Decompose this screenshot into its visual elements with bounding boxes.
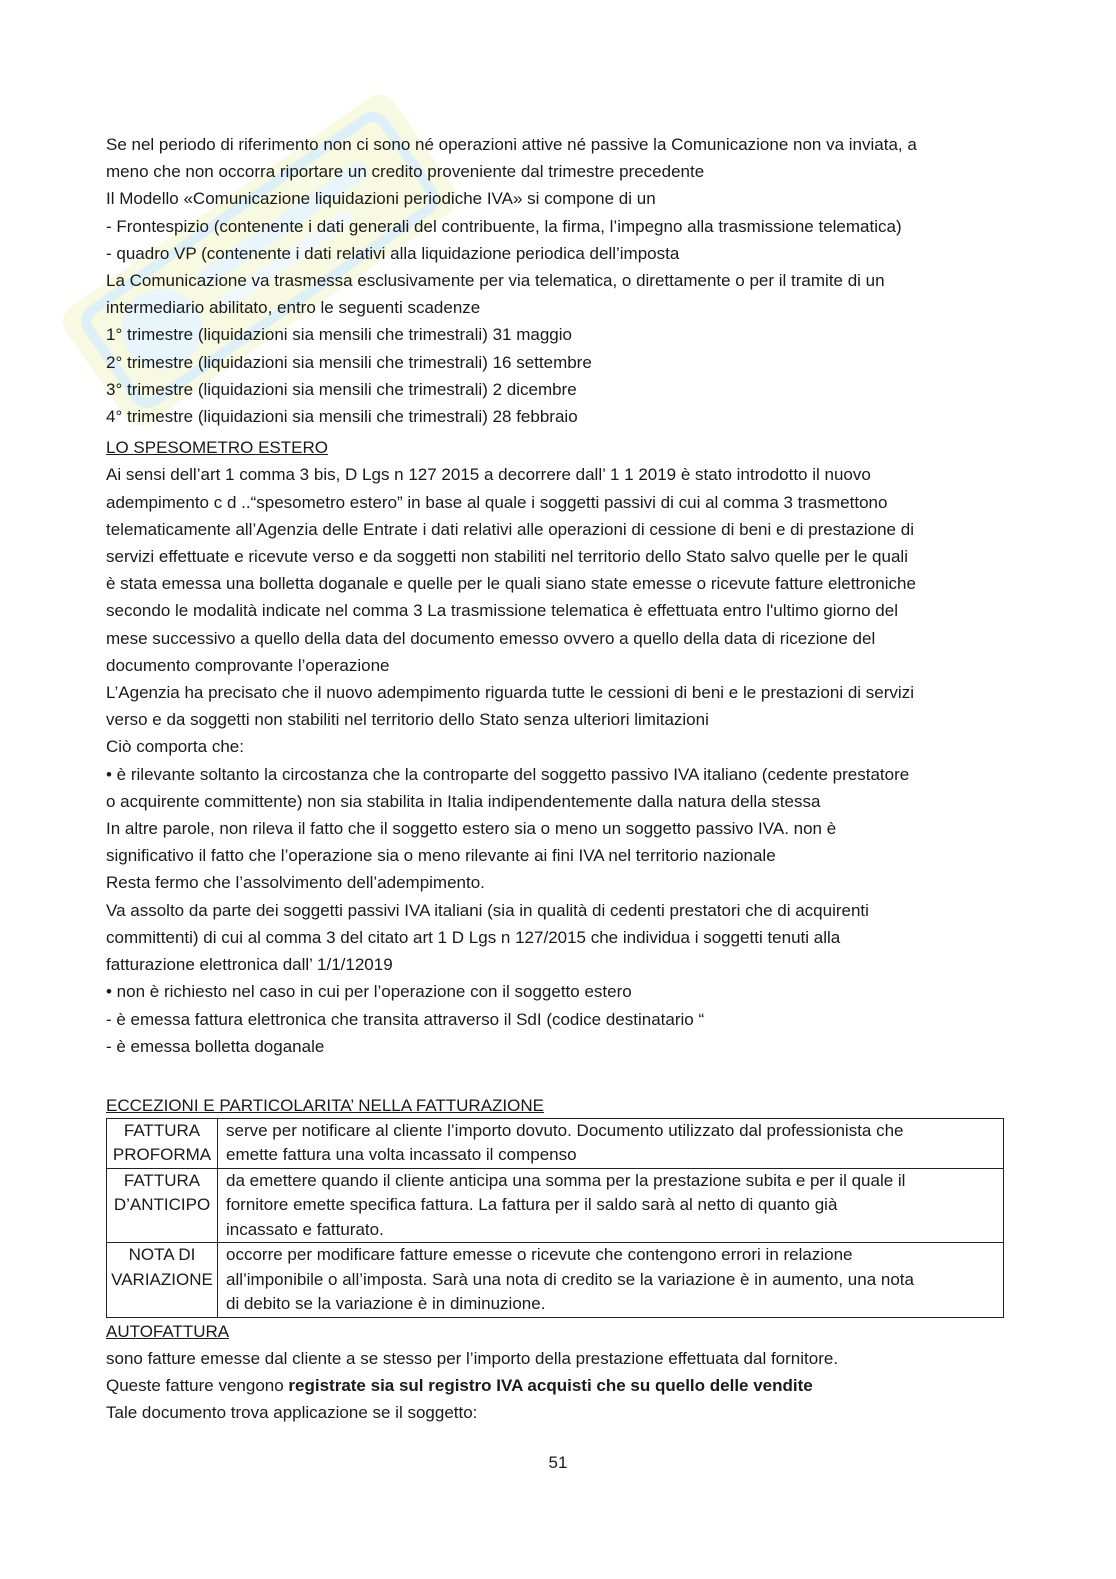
text-line: - è emessa fattura elettronica che transita attraverso il SdI (codice destinatario “ — [106, 1009, 705, 1029]
text-line: 1° trimestre (liquidazioni sia mensili che trimestrali) 31 maggio — [106, 325, 572, 345]
table-cell-description: occorre per modificare fatture emesse o ricevute che contengono errori in relazione all’imponibile o all’imposta. Sarà una nota di credito se la variazione è in aumento, una nota di debito se la variazione è in diminuzione. — [218, 1243, 1004, 1318]
text-line: Il Modello «Comunicazione liquidazioni periodiche IVA» si compone di un — [106, 189, 656, 209]
text-line: Tale documento trova applicazione se il soggetto: — [106, 1403, 478, 1423]
intro-block — [106, 131, 1006, 430]
text-line: verso e da soggetti non stabiliti nel territorio dello Stato senza ulteriori limitazioni — [106, 710, 709, 730]
text-line: telematicamente all’Agenzia delle Entrate i dati relativi alle operazioni di cessione di beni e di prestazione di — [106, 519, 914, 539]
table-cell-description: da emettere quando il cliente anticipa una somma per la prestazione subita e per il quale il fornitore emette specifica fattura. La fattura per il saldo sarà al netto di quanto già incassato e fatturato. — [218, 1168, 1004, 1243]
table-cell-term: FATTURA PROFORMA — [107, 1118, 218, 1168]
spesometro-block — [106, 461, 1006, 1059]
text-line: - quadro VP (contenente i dati relativi alla liquidazione periodica dell’imposta — [106, 243, 680, 263]
text-line: significativo il fatto che l’operazione sia o meno rilevante ai fini IVA nel territorio nazionale — [106, 846, 776, 866]
table-row — [107, 1118, 1004, 1168]
text-line: • è rilevante soltanto la circostanza che la controparte del soggetto passivo IVA italiano (cedente prestatore — [106, 764, 910, 784]
text-line: Ai sensi dell’art 1 comma 3 bis, D Lgs n 127 2015 a decorrere dall’ 1 1 2019 è stato introdotto il nuovo — [106, 465, 871, 485]
text-line: o acquirente committente) non sia stabilita in Italia indipendentemente dalla natura della stessa — [106, 791, 821, 811]
text-line: è stata emessa una bolletta doganale e quelle per le quali siano state emesse o ricevute fatture elettroniche — [106, 574, 916, 594]
text-line: mese successivo a quello della data del documento emesso ovvero a quello della data di ricezione del — [106, 628, 876, 648]
page-number: 51 — [548, 1453, 568, 1472]
text-line: servizi effettuate e ricevute verso e da soggetti non stabiliti nel territorio dello Stato salvo quelle per le quali — [106, 547, 908, 567]
text-line: adempimento c d ..“spesometro estero” in base al quale i soggetti passivi di cui al comma 3 trasmettono — [106, 492, 888, 512]
text-line: L’Agenzia ha precisato che il nuovo adempimento riguarda tutte le cessioni di beni e le prestazioni di servizi — [106, 683, 914, 703]
text-line: sono fatture emesse dal cliente a se stesso per l’importo della prestazione effettuata dal fornitore. — [106, 1348, 839, 1368]
invoice-types-table — [106, 1118, 1004, 1318]
document-body — [106, 131, 1006, 1427]
section-heading-autofattura: AUTOFATTURA — [106, 1321, 230, 1341]
text-line: Resta fermo che l’assolvimento dell’adempimento. — [106, 873, 485, 893]
text-line: fatturazione elettronica dall’ 1/1/12019 — [106, 955, 393, 975]
bold-text-span: registrate sia sul registro IVA acquisti che su quello delle vendite — [288, 1376, 813, 1396]
text-line: La Comunicazione va trasmessa esclusivamente per via telematica, o direttamente o per il tramite di un — [106, 271, 885, 291]
text-line: Ciò comporta che: — [106, 737, 244, 757]
text-line: - Frontespizio (contenente i dati generali del contribuente, la firma, l’impegno alla trasmissione telematica) — [106, 216, 902, 236]
text-line: Se nel periodo di riferimento non ci sono né operazioni attive né passive la Comunicazione non va inviata, a — [106, 135, 917, 154]
text-line: 3° trimestre (liquidazioni sia mensili che trimestrali) 2 dicembre — [106, 379, 577, 399]
text-line — [106, 1372, 1006, 1399]
text-span: Queste fatture vengono — [106, 1376, 289, 1396]
text-line: meno che non occorra riportare un credito proveniente dal trimestre precedente — [106, 162, 705, 182]
text-line: 4° trimestre (liquidazioni sia mensili che trimestrali) 28 febbraio — [106, 407, 578, 427]
text-line: committenti) di cui al comma 3 del citato art 1 D Lgs n 127/2015 che individua i soggetti tenuti alla — [106, 927, 841, 947]
table-row — [107, 1168, 1004, 1243]
table-cell-term: FATTURA D’ANTICIPO — [107, 1168, 218, 1243]
table-cell-term: NOTA DI VARIAZIONE — [107, 1243, 218, 1318]
table-cell-description: serve per notificare al cliente l’importo dovuto. Documento utilizzato dal professionista che emette fattura una volta incassato il compenso — [218, 1118, 1004, 1168]
section-heading-spesometro: LO SPESOMETRO ESTERO — [106, 438, 328, 458]
section-heading-eccezioni: ECCEZIONI E PARTICOLARITA’ NELLA FATTURAZIONE — [106, 1095, 544, 1115]
text-line: documento comprovante l’operazione — [106, 655, 390, 675]
text-line: intermediario abilitato, entro le seguenti scadenze — [106, 298, 481, 318]
table-row — [107, 1243, 1004, 1318]
text-line: In altre parole, non rileva il fatto che il soggetto estero sia o meno un soggetto passivo IVA. non è — [106, 819, 837, 839]
text-line: 2° trimestre (liquidazioni sia mensili che trimestrali) 16 settembre — [106, 352, 592, 372]
text-line: • non è richiesto nel caso in cui per l’operazione con il soggetto estero — [106, 982, 632, 1002]
text-line: - è emessa bolletta doganale — [106, 1036, 325, 1056]
text-line: Va assolto da parte dei soggetti passivi IVA italiani (sia in qualità di cedenti prestatori che di acquirenti — [106, 900, 869, 920]
text-line: secondo le modalità indicate nel comma 3 La trasmissione telematica è effettuata entro l'ultimo giorno del — [106, 601, 898, 621]
